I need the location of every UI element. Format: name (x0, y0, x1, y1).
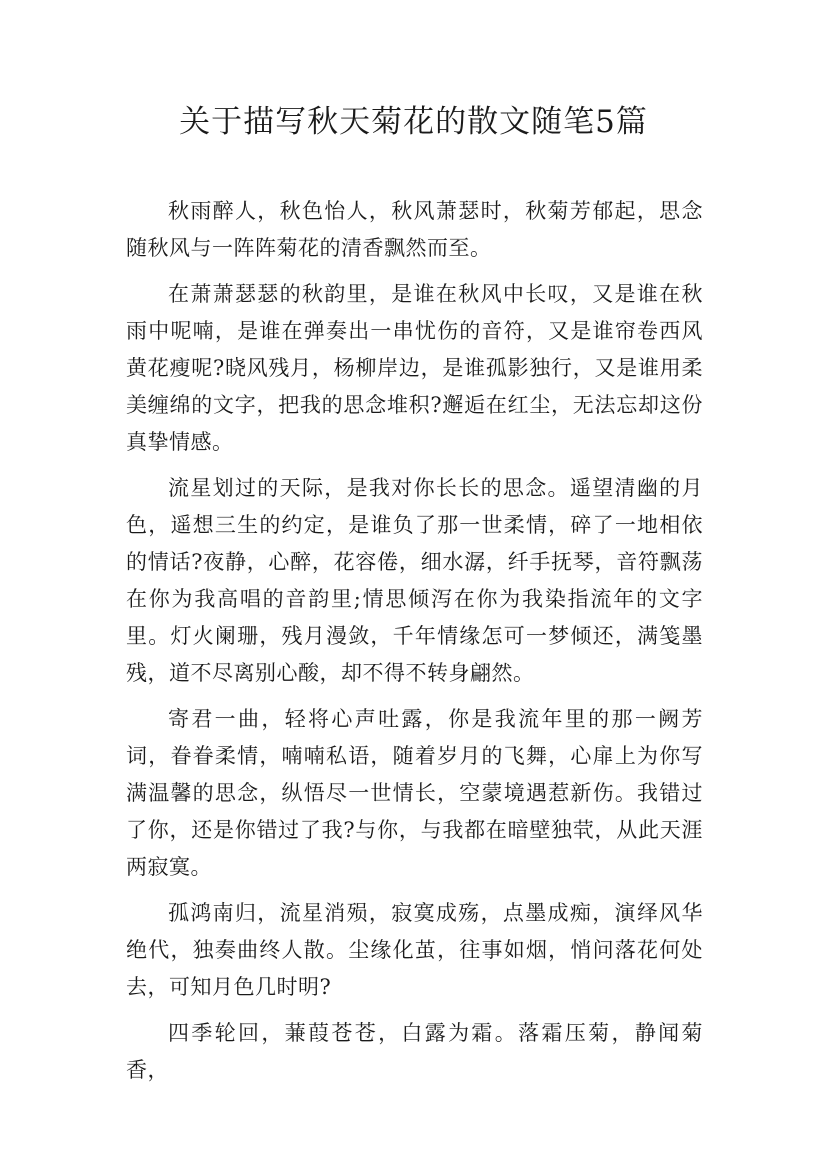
paragraph-3: 流星划过的天际，是我对你长长的思念。遥望清幽的月色，遥想三生的约定，是谁负了那一世柔情，碎了一地相依的情话?夜静，心醉，花容倦，细水潺，纤手抚琴，音符飘荡在你为我高唱的音韵里;情思倾泻在你为我染指流年的文字里。灯火阑珊，残月漫敛，千年情缘怎可一梦倾还，满笺墨残，道不尽离别心酸，却不得不转身翩然。 (126, 476, 703, 685)
paragraph-4: 寄君一曲，轻将心声吐露，你是我流年里的那一阙芳词，眷眷柔情，喃喃私语，随着岁月的飞舞，心扉上为你写满温馨的思念，纵悟尽一世情长，空蒙境遇惹新伤。我错过了你，还是你错过了我?与你，与我都在暗壁独茕，从此天涯两寂寞。 (126, 707, 703, 879)
document-title: 关于描写秋天菊花的散文随笔5篇 (179, 104, 648, 140)
paragraph-2: 在萧萧瑟瑟的秋韵里，是谁在秋风中长叹，又是谁在秋雨中呢喃，是谁在弹奏出一串忧伤的音符，又是谁帘卷西风黄花瘦呢?晓风残月，杨柳岸边，是谁孤影独行，又是谁用柔美缠绵的文字，把我的思念堆积?邂逅在红尘，无法忘却这份真挚情感。 (126, 282, 703, 454)
paragraph-5: 孤鸿南归，流星消殒，寂寞成殇，点墨成痴，演绎风华绝代，独奏曲终人散。尘缘化茧，往事如烟，悄问落花何处去，可知月色几时明? (126, 901, 703, 999)
paragraph-6: 四季轮回，蒹葭苍苍，白露为霜。落霜压菊，静闻菊香， (126, 1021, 703, 1082)
paragraph-1: 秋雨醉人，秋色怡人，秋风萧瑟时，秋菊芳郁起，思念随秋风与一阵阵菊花的清香飘然而至。 (126, 199, 703, 260)
document-body (126, 193, 703, 1098)
